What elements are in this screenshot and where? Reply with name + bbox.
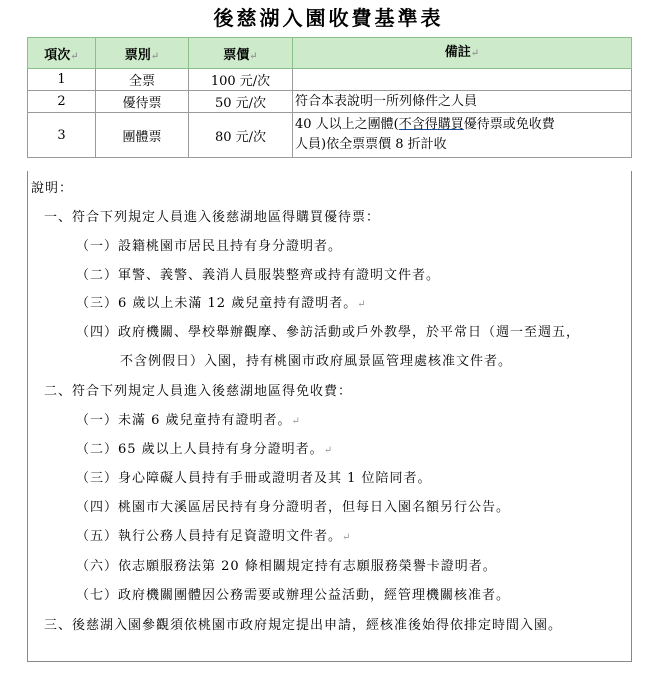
list-item: （一）設籍桃園市居民且持有身分證明者。 (76, 239, 343, 254)
list-item: （七）政府機關團體因公務需要或辦理公益活動，經管理機關核准者。 (76, 588, 511, 603)
header-price: 票價↵ (189, 38, 293, 69)
cell-item-no: 2 (28, 91, 96, 113)
header-item-no: 項次↵ (28, 38, 96, 69)
table-header-row (28, 38, 632, 69)
list-item: （一）未滿 6 歲兒童持有證明者。↵ (76, 413, 301, 428)
table-row (28, 69, 632, 91)
section-2-title: 二、符合下列規定人員進入後慈湖地區得免收費： (44, 384, 353, 399)
list-item: （三）身心障礙人員持有手冊或證明者及其 1 位陪同者。 (76, 471, 432, 486)
list-item: （四）桃園市大溪區居民持有身分證明者，但每日入園名額另行公告。 (76, 500, 511, 515)
list-item: （二）軍警、義警、義消人員服裝整齊或持有證明文件者。 (76, 268, 441, 283)
header-remarks: 備註↵ (293, 38, 632, 69)
section-3-text: 三、後慈湖入園參觀須依桃園市政府規定提出申請，經核准後始得依排定時間入園。 (44, 618, 563, 633)
cell-price: 80 元/次 (189, 113, 293, 158)
list-item: （五）執行公務人員持有足資證明文件者。↵ (76, 529, 352, 544)
table-row (28, 91, 632, 113)
group-note-part: 40 人以上之團體( (295, 117, 399, 132)
cell-ticket-type: 優待票 (96, 91, 189, 113)
cell-remarks (293, 113, 632, 158)
group-note-part: 人員)依全票票價 8 折計收 (295, 137, 447, 152)
notes-heading: 說明： (31, 181, 74, 196)
group-note-underlined: 不含得購買 (398, 117, 464, 132)
cell-price: 50 元/次 (189, 91, 293, 113)
list-item: （四）政府機關、學校舉辦觀摩、參訪活動或戶外教學，於平常日（週一至週五， (76, 325, 581, 340)
list-item: （三）6 歲以上未滿 12 歲兒童持有證明者。↵ (76, 296, 367, 311)
cell-price: 100 元/次 (189, 69, 293, 91)
list-item: （六）依志願服務法第 20 條相關規定持有志願服務榮譽卡證明者。 (76, 559, 497, 574)
cell-item-no: 3 (28, 113, 96, 158)
cell-remarks: 符合本表說明一所列條件之人員 (293, 91, 632, 113)
cell-ticket-type: 團體票 (96, 113, 189, 158)
fee-table (27, 37, 632, 158)
cell-item-no: 1 (28, 69, 96, 91)
section-1-title: 一、符合下列規定人員進入後慈湖地區得購買優待票： (44, 210, 381, 225)
group-note-part: 優待票或免收費 (463, 117, 555, 132)
page-title: 後慈湖入園收費基準表 (213, 6, 444, 30)
cell-remarks (293, 69, 632, 91)
header-ticket-type: 票別↵ (96, 38, 189, 69)
list-item-continuation: 不含例假日）入園，持有桃園市政府風景區管理處核准文件者。 (120, 354, 513, 369)
cell-ticket-type: 全票 (96, 69, 189, 91)
list-item: （二）65 歲以上人員持有身分證明者。↵ (76, 442, 334, 457)
table-row (28, 113, 632, 158)
